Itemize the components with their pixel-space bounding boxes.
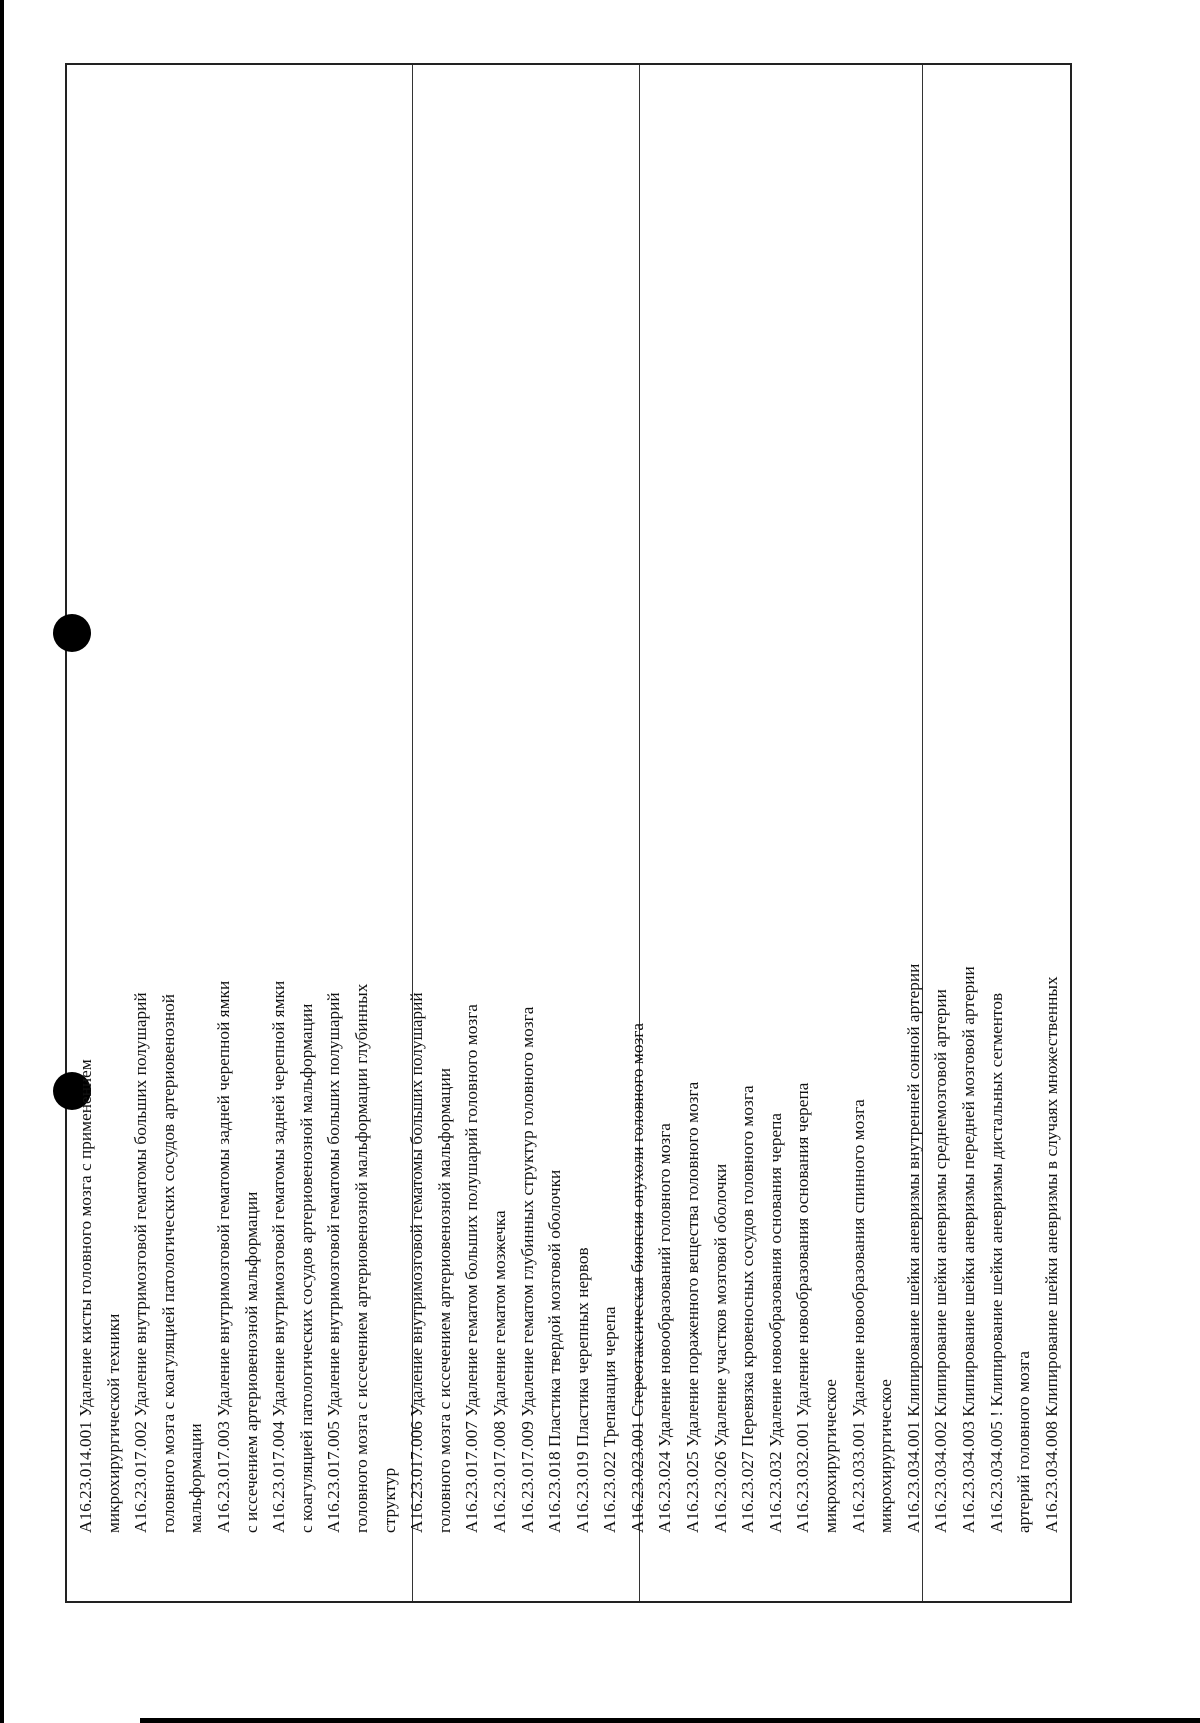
procedure-line: с иссечением артериовенозной мальформации (241, 1191, 261, 1533)
procedure-line: А16.23.032.001 Удаление новообразования основания черепа (793, 1082, 813, 1533)
procedure-line: микрохирургическое (876, 1379, 896, 1533)
procedure-line: артерий головного мозга (1014, 1350, 1034, 1533)
procedure-line: А16.23.017.003 Удаление внутримозговой гематомы задней черепной ямки (213, 980, 233, 1533)
scan-left-edge (0, 0, 4, 1723)
procedure-line: А16.23.034.001 Клипирование шейки аневризмы внутренней сонной артерии (903, 963, 923, 1533)
procedure-line: А16.23.034.002 Клипирование шейки аневризмы среднемозговой артерии (931, 989, 951, 1533)
procedure-line: А16.23.017.004 Удаление внутримозговой гематомы задней черепной ямки (269, 980, 289, 1533)
procedure-line: А16.23.024 Удаление новообразований головного мозга (655, 1123, 675, 1533)
procedure-line: А16.23.017.006 Удаление внутримозговой гематомы больших полушарий (407, 992, 427, 1533)
procedure-line: головного мозга с иссечением артериовенозной мальформации глубинных (351, 983, 371, 1533)
procedure-line: А16.23.014.001 Удаление кисты головного мозга с применением (76, 1059, 95, 1533)
procedure-line: А16.23.026 Удаление участков мозговой оболочки (710, 1163, 730, 1533)
procedure-line: А16.23.023.001 Стереотаксическая биопсия опухоли головного мозга (627, 1022, 647, 1533)
procedure-line: А16.23.034.005 ! Клипирование шейки аневризмы дистальных сегментов (986, 992, 1006, 1533)
procedure-line: А16.23.033.001 Удаление новообразования спинного мозга (848, 1099, 868, 1533)
procedure-line: структур (379, 1467, 399, 1533)
procedure-line: А16.23.027 Перевязка кровеносных сосудов головного мозга (738, 1085, 758, 1533)
procedure-line: А16.23.017.009 Удаление гематом глубинных структур головного мозга (517, 1006, 537, 1533)
procedure-line: микрохирургической техники (103, 1313, 123, 1533)
scan-bottom-edge (140, 1718, 1200, 1723)
procedure-line: А16.23.025 Удаление пораженного вещества головного мозга (683, 1081, 703, 1533)
procedure-line: А16.23.019 Пластика черепных нервов (572, 1247, 592, 1533)
procedure-line: мальформации (186, 1423, 206, 1533)
procedure-line: головного мозга с иссечением артериовенозной мальформации (434, 1068, 454, 1533)
procedure-line: головного мозга с коагуляцией патологических сосудов артериовенозной (158, 994, 178, 1533)
procedure-line: А16.23.017.008 Удаление гематом мозжечка (489, 1210, 509, 1533)
procedure-list (72, 76, 1065, 1533)
procedure-line: А16.23.034.003 Клипирование шейки аневризмы передней мозговой артерии (959, 966, 978, 1533)
procedure-line: А16.23.018 Пластика твердой мозговой оболочки (545, 1169, 565, 1533)
procedure-line: микрохирургическое (821, 1379, 841, 1533)
procedure-line: А16.23.017.002 Удаление внутримозговой гематомы больших полушарий (131, 992, 151, 1533)
procedure-line: А16.23.032 Удаление новообразования основания черепа (765, 1112, 785, 1533)
procedure-line: А16.23.022 Трепанация черепа (600, 1306, 620, 1533)
procedure-line: с коагуляцией патологических сосудов артериовенозной мальформации (296, 1003, 316, 1533)
procedure-line: А16.23.017.005 Удаление внутримозговой гематомы больших полушарий (324, 992, 344, 1533)
procedure-line: А16.23.034.008 Клипирование шейки аневризмы в случаях множественных (1041, 976, 1061, 1533)
procedure-line: А16.23.017.007 Удаление гематом больших полушарий головного мозга (462, 1004, 482, 1533)
